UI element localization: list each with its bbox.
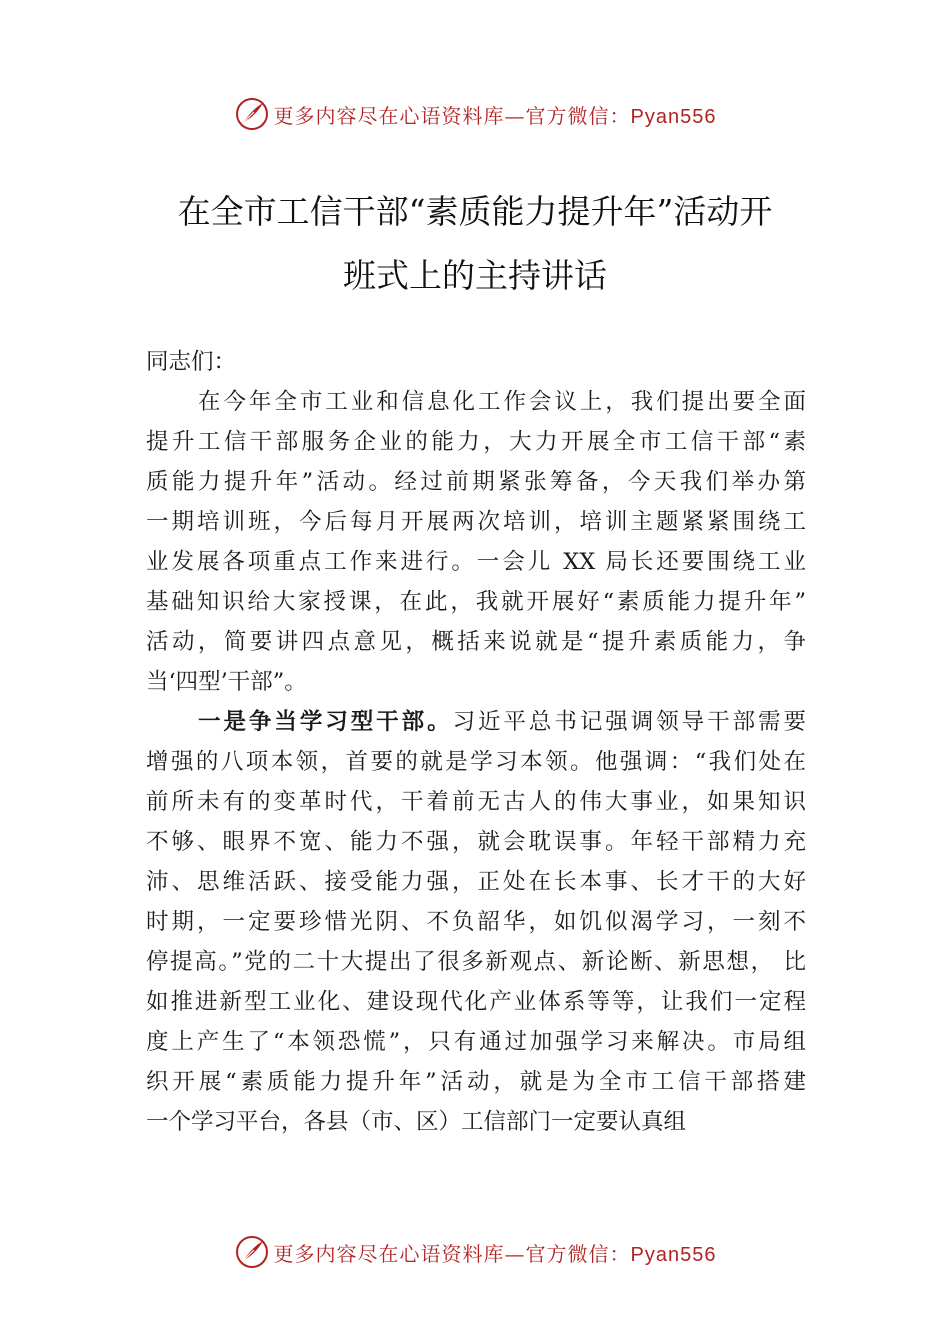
para2-line: 织开展“素质能力提升年”活动，就是为全市工信干部搭建 [146, 1069, 806, 1095]
para2-first-rest: 习近平总书记强调领导干部需要 [452, 709, 806, 735]
para1-line: 活动，简要讲四点意见，概括来说就是“提升素质能力，争 [146, 629, 806, 655]
para1-line: 一期培训班，今后每月开展两次培训，培训主题紧紧围绕工 [146, 509, 806, 535]
salutation: 同志们： [146, 349, 237, 375]
para1-line: 业发展各项重点工作来进行。一会儿 XX 局长还要围绕工业 [146, 549, 806, 575]
para1-line: 当‘四型’干部”。 [146, 669, 307, 695]
para2-line: 前所未有的变革时代，干着前无古人的伟大事业，如果知识 [146, 789, 806, 815]
para2-heading: 一是争当学习型干部。 [198, 709, 453, 735]
para2-line: 不够、眼界不宽、能力不强，就会耽误事。年轻干部精力充 [146, 829, 806, 855]
wechat-id: Pyan556 [630, 1243, 717, 1266]
watermark-banner-top [0, 94, 950, 134]
document-body [146, 342, 806, 1142]
title-line-2: 班式上的主持讲话 [343, 256, 607, 295]
watermark-text: 更多内容尽在心语资料库—官方微信：Pyan556 [273, 1241, 717, 1266]
para1-line: 质能力提升年”活动。经过前期紧张筹备，今天我们举办第 [146, 469, 806, 495]
para2-first-line [146, 702, 806, 742]
para1-line: 在今年全市工业和信息化工作会议上，我们提出要全面 [198, 389, 806, 415]
para1-line: 提升工信干部服务企业的能力，大力开展全市工信干部“素 [146, 429, 806, 455]
para2-line: 如推进新型工业化、建设现代化产业体系等等，让我们一定程 [146, 989, 806, 1015]
feather-pen-logo-icon [234, 96, 270, 132]
para2-line: 时期，一定要珍惜光阴、不负韶华，如饥似渴学习，一刻不 [146, 909, 806, 935]
para2-line: 沛、思维活跃、接受能力强，正处在长本事、长才干的大好 [146, 869, 806, 895]
para2-line: 度上产生了“本领恐慌”，只有通过加强学习来解决。市局组 [146, 1029, 806, 1055]
feather-pen-logo-icon [234, 1234, 270, 1270]
wechat-id: Pyan556 [630, 105, 717, 128]
watermark-text: 更多内容尽在心语资料库—官方微信：Pyan556 [273, 103, 717, 128]
para2-line: 增强的八项本领，首要的就是学习本领。他强调：“我们处在 [146, 749, 806, 775]
title-line-1: 在全市工信干部“素质能力提升年”活动开 [177, 192, 773, 231]
watermark-banner-bottom [0, 1232, 950, 1272]
para2-line: 停提高。”党的二十大提出了很多新观点、新论断、新思想， 比 [146, 949, 806, 975]
para1-line: 基础知识给大家授课，在此，我就开展好“素质能力提升年” [146, 589, 806, 615]
para2-line: 一个学习平台，各县（市、区）工信部门一定要认真组 [146, 1109, 687, 1135]
document-title [120, 180, 830, 308]
